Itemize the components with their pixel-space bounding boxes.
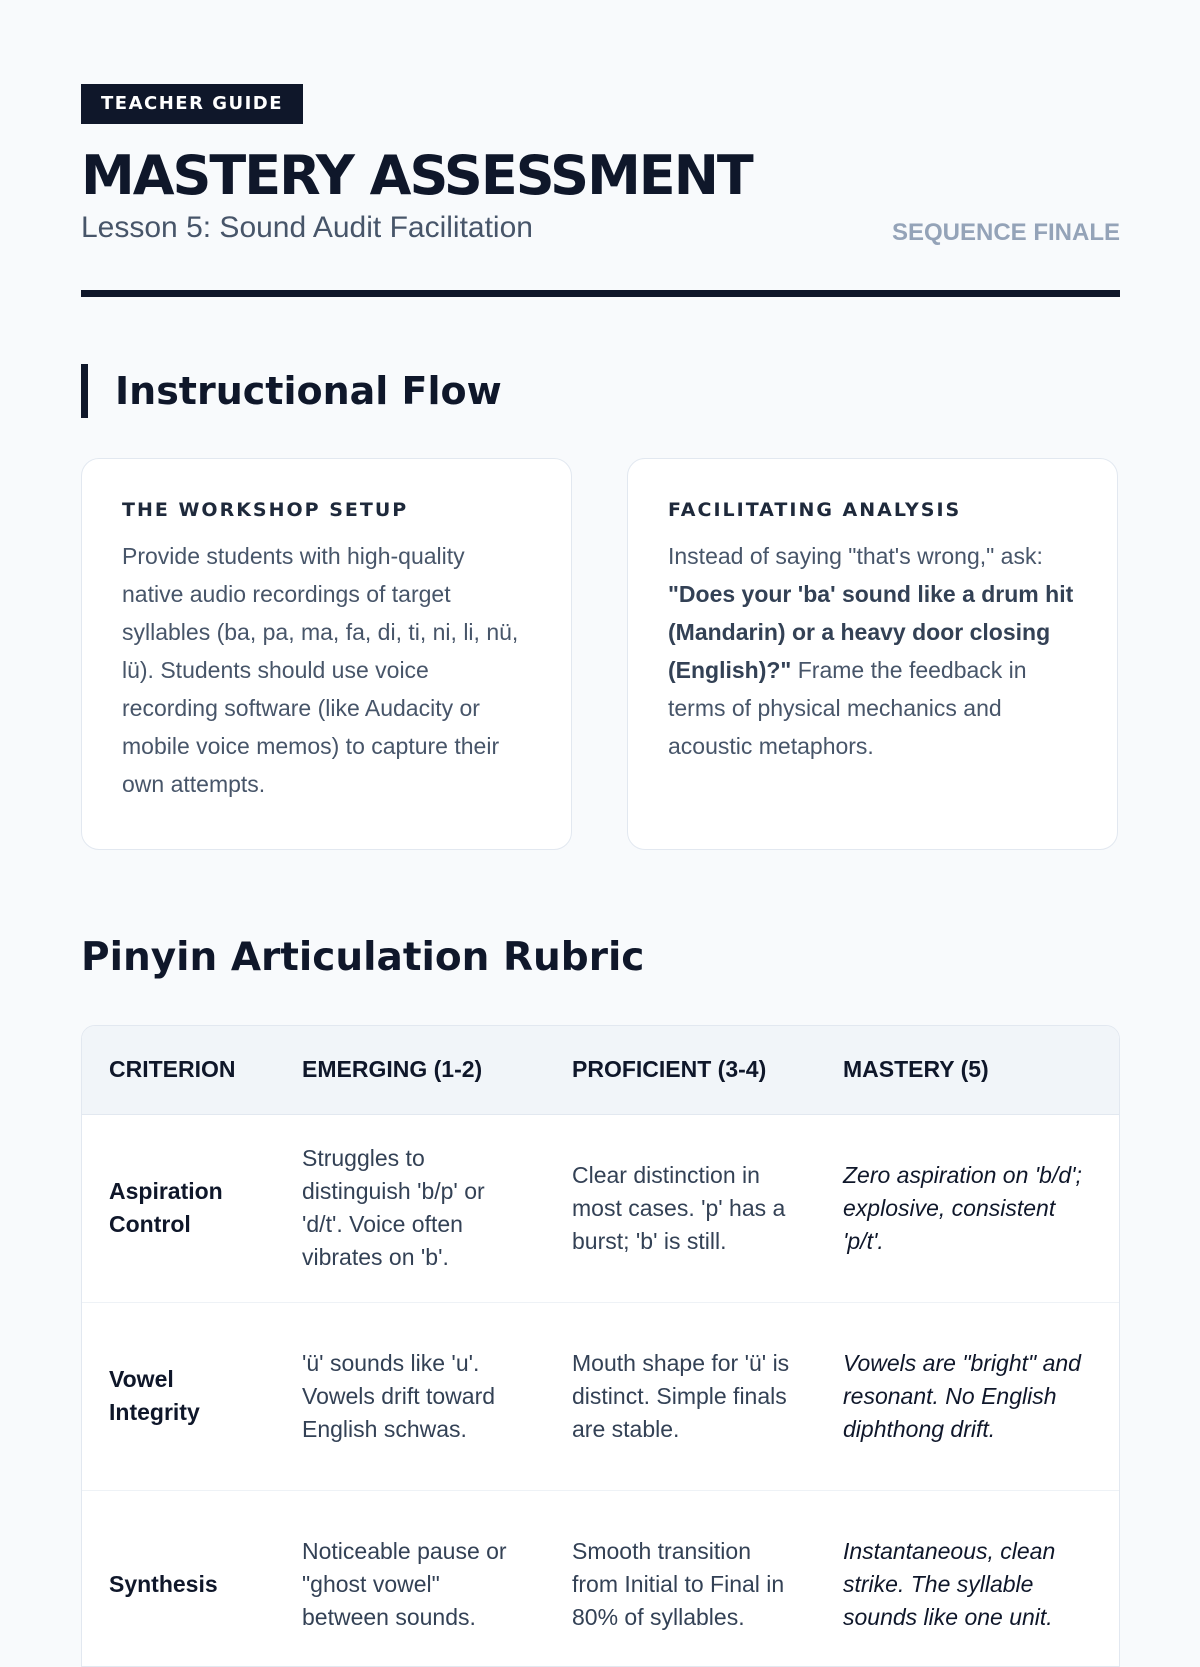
- page-title: MASTERY ASSESSMENT: [81, 144, 752, 207]
- card-body: [668, 537, 1077, 765]
- column-header-criterion: CRITERION: [82, 1026, 275, 1114]
- table-row: [82, 1490, 1119, 1667]
- mastery-cell: Vowels are "bright" and resonant. No English diphthong drift.: [816, 1302, 1119, 1490]
- rubric-header-row: [82, 1026, 1119, 1114]
- column-header-mastery: MASTERY (5): [816, 1026, 1119, 1114]
- criterion-cell: Vowel Integrity: [82, 1302, 275, 1490]
- criterion-cell: Synthesis: [82, 1490, 275, 1667]
- card-body-question: "Does your 'ba' sound like a drum hit (Mandarin) or a heavy door closing (English)?": [668, 581, 1074, 683]
- rubric-table: [82, 1026, 1119, 1667]
- proficient-cell: Smooth transition from Initial to Final in 80% of syllables.: [545, 1490, 816, 1667]
- instructional-flow-cards: [81, 458, 1120, 850]
- table-row: [82, 1302, 1119, 1490]
- card-body: Provide students with high-quality native audio recordings of target syllables (ba, pa, ma, fa, di, ti, ni, li, nü, lü). Students should use voice recording software (like Audacity or mobile voice memos) to capture their own attempts.: [122, 543, 519, 797]
- card-body-outro: Frame the feedback in terms of physical mechanics and acoustic metaphors.: [668, 657, 1027, 759]
- subtitle-row: [81, 208, 1120, 252]
- card-title: FACILITATING ANALYSIS: [668, 499, 962, 521]
- emerging-cell: 'ü' sounds like 'u'. Vowels drift toward English schwas.: [275, 1302, 545, 1490]
- table-row: [82, 1114, 1119, 1302]
- criterion-cell: Aspiration Control: [82, 1114, 275, 1302]
- sequence-label: SEQUENCE FINALE: [891, 219, 1120, 246]
- rubric-table-container: [81, 1025, 1120, 1667]
- emerging-cell: Struggles to distinguish 'b/p' or 'd/t'. Voice often vibrates on 'b'.: [275, 1114, 545, 1302]
- instructional-flow-heading: Instructional Flow: [81, 364, 502, 418]
- lesson-subtitle: Lesson 5: Sound Audit Facilitation: [81, 211, 533, 244]
- mastery-cell: Zero aspiration on 'b/d'; explosive, consistent 'p/t'.: [816, 1114, 1119, 1302]
- column-header-proficient: PROFICIENT (3-4): [545, 1026, 816, 1114]
- teacher-guide-badge: TEACHER GUIDE: [81, 84, 303, 124]
- mastery-cell: Instantaneous, clean strike. The syllable sounds like one unit.: [816, 1490, 1119, 1667]
- workshop-setup-card: [81, 458, 572, 850]
- rubric-heading: Pinyin Articulation Rubric: [81, 935, 645, 980]
- facilitating-analysis-card: [627, 458, 1118, 850]
- proficient-cell: Clear distinction in most cases. 'p' has a burst; 'b' is still.: [545, 1114, 816, 1302]
- card-body-intro: Instead of saying "that's wrong," ask:: [668, 543, 1043, 569]
- card-title: THE WORKSHOP SETUP: [122, 499, 409, 521]
- emerging-cell: Noticeable pause or "ghost vowel" between sounds.: [275, 1490, 545, 1667]
- proficient-cell: Mouth shape for 'ü' is distinct. Simple finals are stable.: [545, 1302, 816, 1490]
- header-divider: [81, 290, 1120, 297]
- teacher-guide-page: [81, 84, 1120, 1630]
- column-header-emerging: EMERGING (1-2): [275, 1026, 545, 1114]
